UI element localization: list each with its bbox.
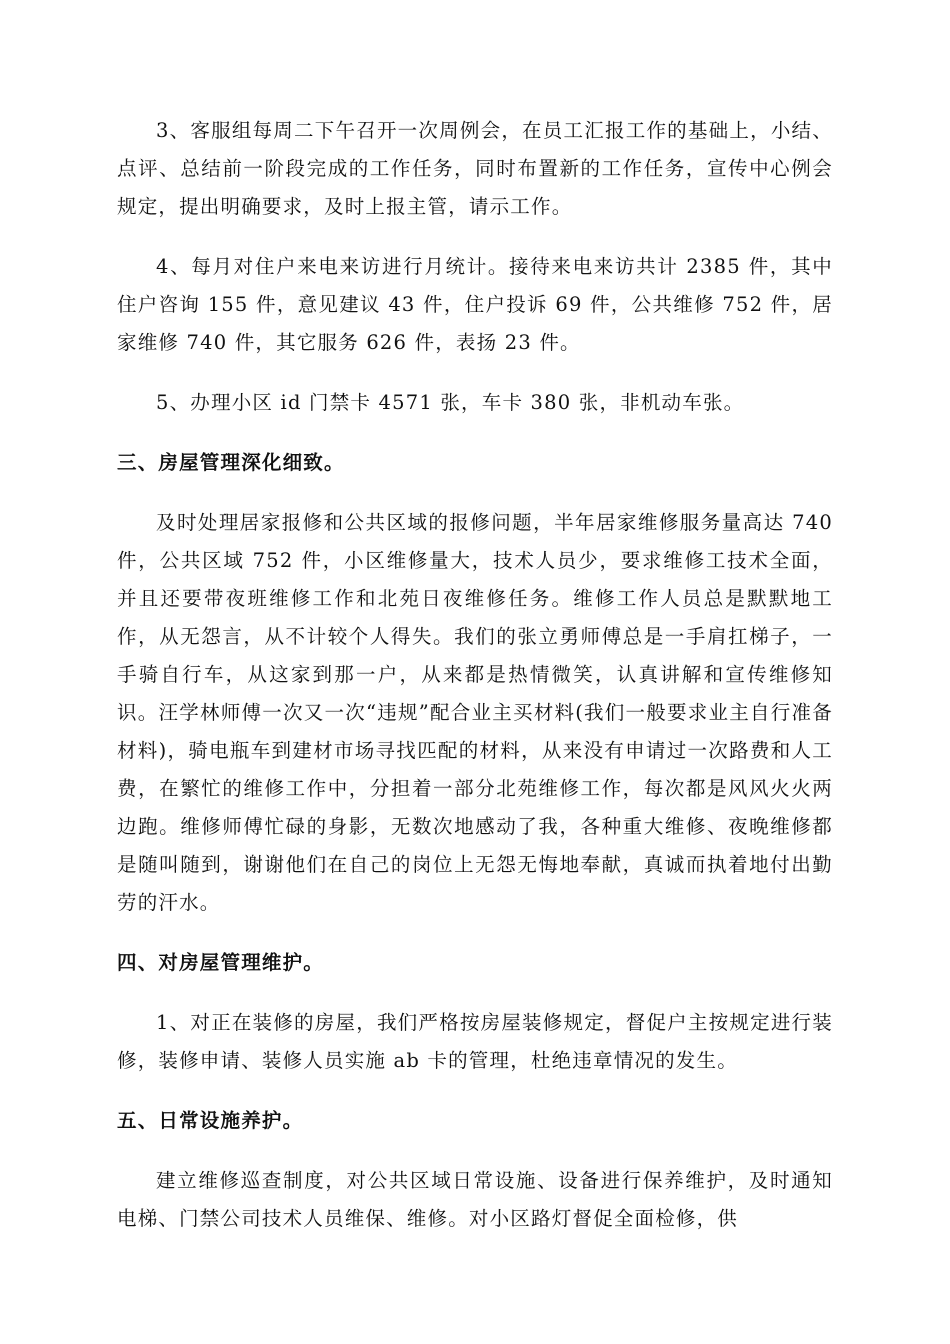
document-page <box>117 112 833 1260</box>
section-heading-housing-maintenance: 四、对房屋管理维护。 <box>117 951 325 974</box>
section-heading-facility-upkeep: 五、日常设施养护。 <box>117 1109 304 1132</box>
paragraph-inspection-system: 建立维修巡查制度，对公共区域日常设施、设备进行保养维护，及时通知电梯、门禁公司技术人员维保、维修。对小区路灯督促全面检修，供 <box>117 1169 833 1230</box>
paragraph-monthly-statistics: 4、每月对住户来电来访进行月统计。接待来电来访共计 2385 件，其中住户咨询 155 件，意见建议 43 件，住户投诉 69 件，公共维修 752 件，居家维修 740 件，其它服务 626 件，表扬 23 件。 <box>117 255 833 354</box>
paragraph-weekly-meeting: 3、客服组每周二下午召开一次周例会，在员工汇报工作的基础上，小结、点评、总结前一阶段完成的工作任务，同时布置新的工作任务，宣传中心例会规定，提出明确要求，及时上报主管，请示工作。 <box>117 119 833 218</box>
paragraph-access-cards: 5、办理小区 id 门禁卡 4571 张，车卡 380 张，非机动车张。 <box>156 391 745 414</box>
section-heading-housing-management: 三、房屋管理深化细致。 <box>117 451 345 474</box>
paragraph-renovation-rules: 1、对正在装修的房屋，我们严格按房屋装修规定，督促户主按规定进行装修，装修申请、装修人员实施 ab 卡的管理，杜绝违章情况的发生。 <box>117 1011 833 1072</box>
paragraph-repair-work: 及时处理居家报修和公共区域的报修问题，半年居家维修服务量高达 740 件，公共区域 752 件，小区维修量大，技术人员少，要求维修工技术全面，并且还要带夜班维修工作和北苑日夜维修任务。维修工作人员总是默默地工作，从无怨言，从不计较个人得失。我们的张立勇师傅总是一手肩扛梯子，一手骑自行车，从这家到那一户，从来都是热情微笑，认真讲解和宣传维修知识。汪学林师傅一次又一次“违规”配合业主买材料(我们一般要求业主自行准备材料)，骑电瓶车到建材市场寻找匹配的材料，从来没有申请过一次路费和人工费，在繁忙的维修工作中，分担着一部分北苑维修工作，每次都是风风火火两边跑。维修师傅忙碌的身影，无数次地感动了我，各种重大维修、夜晚维修都是随叫随到，谢谢他们在自己的岗位上无怨无悔地奉献，真诚而执着地付出勤劳的汗水。 <box>117 511 833 914</box>
